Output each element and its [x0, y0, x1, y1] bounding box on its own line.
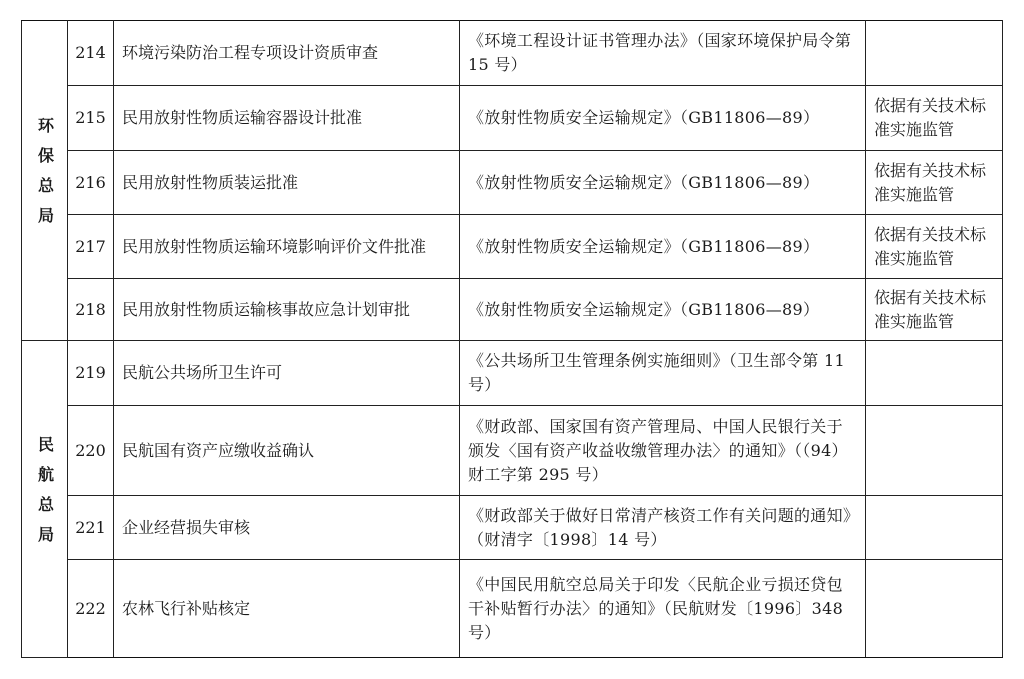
approval-items-table — [21, 20, 1003, 658]
item-name: 民用放射性物质运输容器设计批准 — [114, 86, 460, 151]
legal-basis: 《放射性物质安全运输规定》（GB11806—89） — [460, 86, 866, 151]
remark — [866, 21, 1003, 86]
table-row — [22, 406, 1003, 496]
table-row — [22, 21, 1003, 86]
table-row — [22, 560, 1003, 658]
item-name: 农林飞行补贴核定 — [114, 560, 460, 658]
remark: 依据有关技术标准实施监管 — [866, 151, 1003, 215]
department-name: 环保总局 — [35, 117, 55, 237]
legal-basis: 《放射性物质安全运输规定》（GB11806—89） — [460, 151, 866, 215]
legal-basis: 《放射性物质安全运输规定》（GB11806—89） — [460, 279, 866, 341]
table-row — [22, 86, 1003, 151]
remark — [866, 496, 1003, 560]
item-name: 民用放射性物质运输核事故应急计划审批 — [114, 279, 460, 341]
item-name: 环境污染防治工程专项设计资质审查 — [114, 21, 460, 86]
item-number: 214 — [68, 21, 114, 86]
table-row — [22, 341, 1003, 406]
item-number: 222 — [68, 560, 114, 658]
remark — [866, 560, 1003, 658]
legal-basis: 《财政部关于做好日常清产核资工作有关问题的通知》（财清字〔1998〕14 号） — [460, 496, 866, 560]
department-cell — [22, 21, 68, 341]
legal-basis: 《中国民用航空总局关于印发〈民航企业亏损还贷包干补贴暂行办法〉的通知》（民航财发〔1996〕348 号） — [460, 560, 866, 658]
legal-basis: 《公共场所卫生管理条例实施细则》（卫生部令第 11 号） — [460, 341, 866, 406]
item-name: 民用放射性物质运输环境影响评价文件批准 — [114, 215, 460, 279]
item-number: 218 — [68, 279, 114, 341]
remark — [866, 341, 1003, 406]
remark: 依据有关技术标准实施监管 — [866, 215, 1003, 279]
item-number: 220 — [68, 406, 114, 496]
item-name: 民航公共场所卫生许可 — [114, 341, 460, 406]
legal-basis: 《放射性物质安全运输规定》（GB11806—89） — [460, 215, 866, 279]
remark: 依据有关技术标准实施监管 — [866, 86, 1003, 151]
item-number: 219 — [68, 341, 114, 406]
legal-basis: 《财政部、国家国有资产管理局、中国人民银行关于颁发〈国有资产收益收缴管理办法〉的通知》（（94）财工字第 295 号） — [460, 406, 866, 496]
legal-basis: 《环境工程设计证书管理办法》（国家环境保护局令第 15 号） — [460, 21, 866, 86]
department-name: 民航总局 — [35, 435, 55, 556]
item-number: 221 — [68, 496, 114, 560]
item-name: 企业经营损失审核 — [114, 496, 460, 560]
table-row — [22, 151, 1003, 215]
department-cell — [22, 341, 68, 658]
item-name: 民航国有资产应缴收益确认 — [114, 406, 460, 496]
item-number: 216 — [68, 151, 114, 215]
table-row — [22, 215, 1003, 279]
item-number: 217 — [68, 215, 114, 279]
table-row — [22, 279, 1003, 341]
remark: 依据有关技术标准实施监管 — [866, 279, 1003, 341]
remark — [866, 406, 1003, 496]
item-number: 215 — [68, 86, 114, 151]
table-row — [22, 496, 1003, 560]
item-name: 民用放射性物质装运批准 — [114, 151, 460, 215]
